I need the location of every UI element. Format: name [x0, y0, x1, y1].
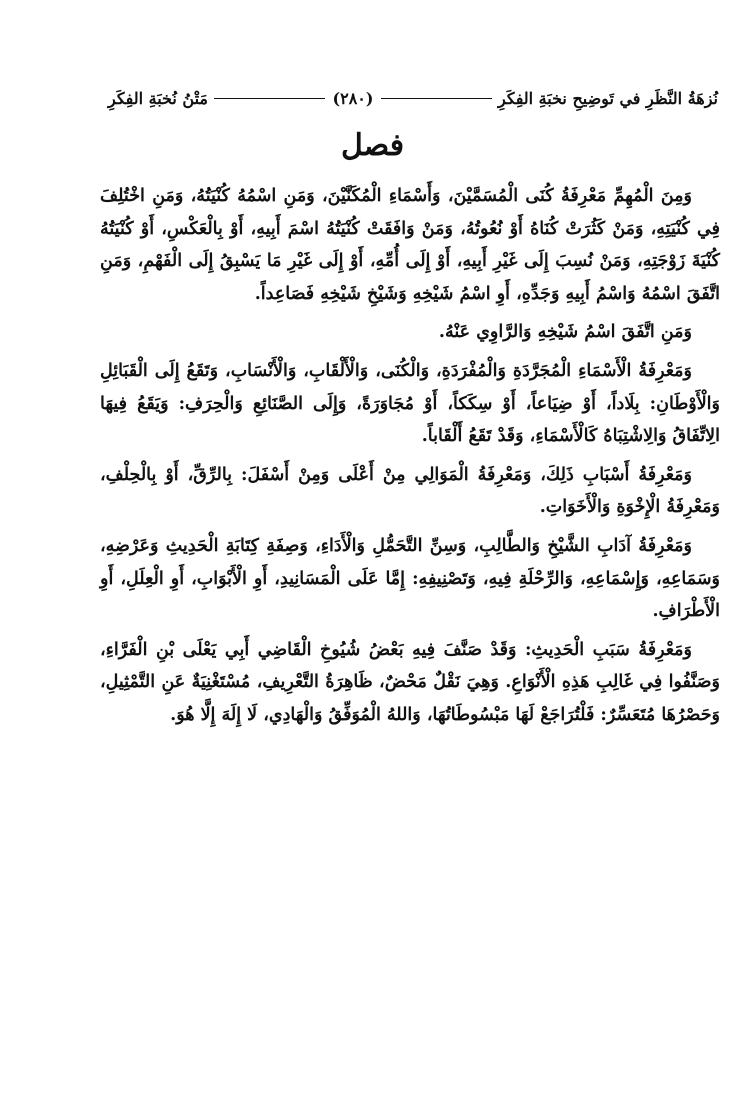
page-number: (٢٨٠): [332, 88, 374, 108]
paragraph-2: وَمَنِ اتَّفَقَ اسْمُ شَيْخِهِ وَالرَّاوِي عَنْهُ.: [438, 322, 692, 343]
running-head-left-title: مَتْنُ نُخبَةِ الفِكَرِ: [107, 88, 208, 108]
paragraph-1: وَمِنَ الْمُهِمِّ مَعْرِفَةُ كُنَى الْمُسَمَّيْنَ، وَأَسْمَاءِ الْمُكَنَّيْنَ، وَمَنِ اسْمُهُ كُنْيَتُهُ، وَمَنِ اخْتُلِفَ فِي كُنْيَتِهِ، وَمَنْ كَثُرَتْ كُنَاهُ أَوْ نُعُوتُهُ، وَمَنْ وَافَقَتْ كُنْيَتُهُ اسْمَ أَبِيهِ، أَوْ بِالْعَكْسِ، أَوْ كُنْيَتُهُ كُنْيَةَ زَوْجَتِهِ، وَمَنْ نُسِبَ إِلَى غَيْرِ أَبِيهِ، أَوْ إِلَى أُمِّهِ، أَوْ إِلَى غَيْرِ مَا يَسْبِقُ إِلَى الْفَهْمِ، وَمَنِ اتَّفَقَ اسْمُهُ وَاسْمُ أَبِيهِ وَجَدِّهِ، أَوِ اسْمُ شَيْخِهِ وَشَيْخِ شَيْخِهِ فَصَاعِداً.: [100, 186, 720, 304]
running-head-rule-right: [381, 98, 492, 99]
running-head: [108, 84, 718, 112]
running-head-right-title: نُزهَةُ النَّظَرِ في تَوضِيحِ نخبَةِ الفِكَرِ: [498, 88, 718, 108]
paragraph-3: وَمَعْرِفَةُ الْأَسْمَاءِ الْمُجَرَّدَةِ وَالْمُفْرَدَةِ، وَالْكُنَى، وَالْأَلْقَابِ، وَالْأَنْسَابِ، وَتَقَعُ إِلَى الْقَبَائِلِ وَالْأَوْطَانِ: بِلَاداً، أَوْ ضِيَاعاً، أَوْ سِكَكاً، أَوْ مُجَاوَرَةً، وَإِلَى الصَّنَائِعِ وَالْحِرَفِ: وَيَقَعُ فِيهَا الِاتِّفَاقُ وَالِاشْتِبَاهُ كَالْأَسْمَاءِ، وَقَدْ تَقَعُ أَلْقَاباً.: [100, 360, 720, 447]
paragraph-4: وَمَعْرِفَةُ أَسْبَابِ ذَلِكَ، وَمَعْرِفَةُ الْمَوَالِي مِنْ أَعْلَى وَمِنْ أَسْفَلَ: بِالرِّقِّ، أَوْ بِالْحِلْفِ، وَمَعْرِفَةُ الْإِخْوَةِ وَالْأَخَوَاتِ.: [100, 464, 720, 518]
paragraph-5: وَمَعْرِفَةُ آدَابِ الشَّيْخِ وَالطَّالِبِ، وَسِنِّ التَّحَمُّلِ وَالْأَدَاءِ، وَصِفَةِ كِتَابَةِ الْحَدِيثِ وَعَرْضِهِ، وَسَمَاعِهِ، وَإِسْمَاعِهِ، وَالرِّحْلَةِ فِيهِ، وَتَصْنِيفِهِ: إِمَّا عَلَى الْمَسَانِيدِ، أَوِ الْأَبْوَابِ، أَوِ الْعِلَلِ، أَوِ الْأَطْرَافِ.: [100, 535, 720, 622]
body-text: [100, 180, 720, 738]
paragraph-6: وَمَعْرِفَةُ سَبَبِ الْحَدِيثِ: وَقَدْ صَنَّفَ فِيهِ بَعْضُ شُيُوخِ الْقَاضِي أَبِي يَعْلَى بْنِ الْفَرَّاءِ، وَصَنَّفُوا فِي غَالِبِ هَذِهِ الْأَنْوَاعِ. وَهِيَ نَقْلٌ مَحْضٌ، ظَاهِرَةُ التَّعْرِيفِ، مُسْتَغْنِيَةٌ عَنِ التَّمْثِيلِ، وَحَصْرُهَا مُتَعَسِّرٌ: فَلْتُرَاجَعْ لَهَا مَبْسُوطَاتُهَا، وَاللهُ الْمُوَفِّقُ وَالْهَادِي، لَا إِلَهَ إِلَّا هُوَ.: [100, 639, 720, 725]
running-head-rule-left: [214, 98, 325, 99]
section-title: فصل: [340, 128, 405, 163]
